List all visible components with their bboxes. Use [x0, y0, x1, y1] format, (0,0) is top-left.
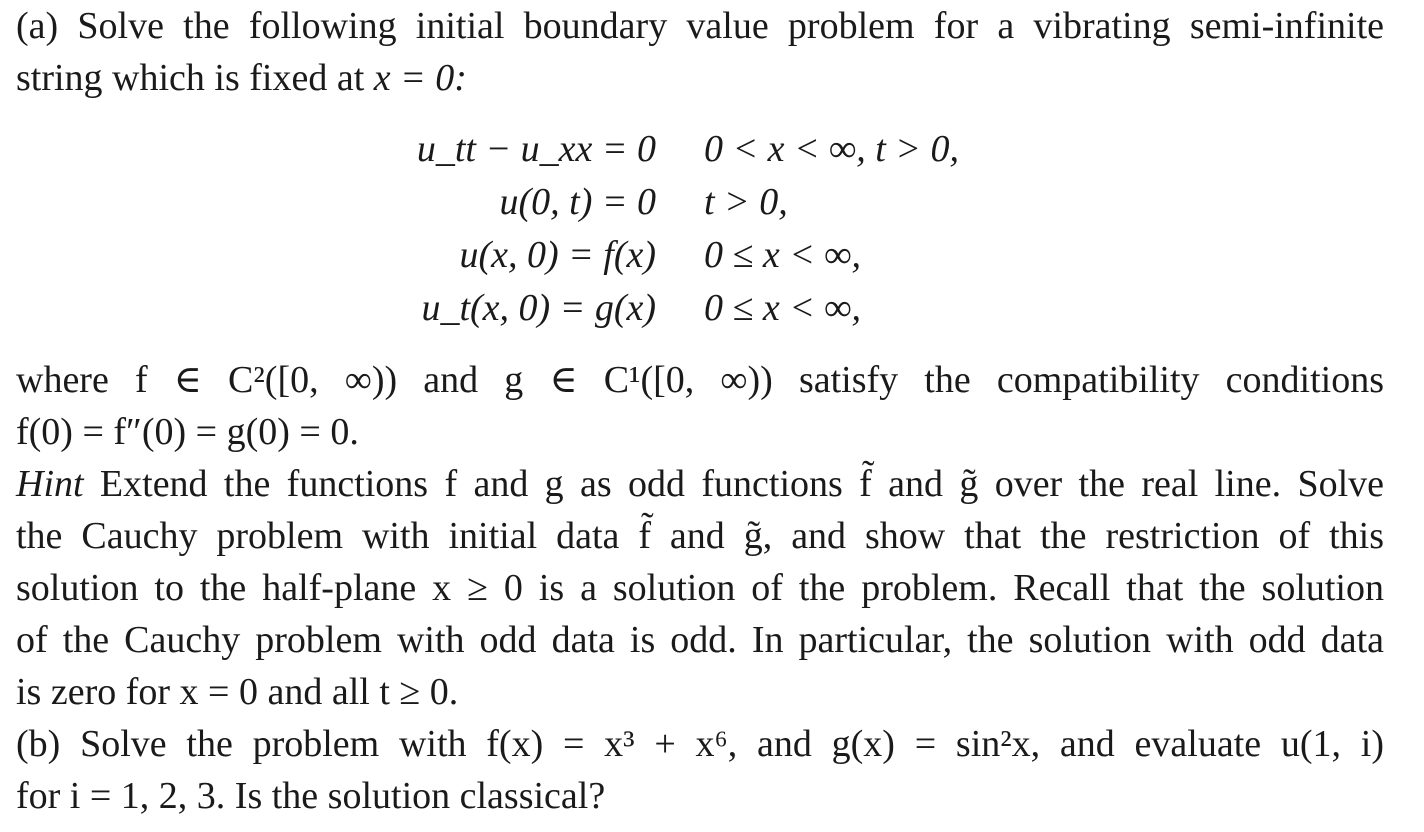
- conditions-line-1: where f ∈ C²([0, ∞)) and g ∈ C¹([0, ∞)) satisfy the compatibility conditions: [16, 359, 1384, 401]
- part-a-line-1: (a) Solve the following initial boundary value problem for a vibrating semi-infinite: [16, 5, 1384, 47]
- equation-3-rhs: 0 ≤ x < ∞,: [704, 234, 861, 276]
- equation-3-lhs: u(x, 0) = f(x): [459, 234, 656, 276]
- hint-line-3: solution to the half-plane x ≥ 0 is a solution of the problem. Recall that the solution: [16, 567, 1384, 609]
- equation-4-rhs: 0 ≤ x < ∞,: [704, 287, 861, 329]
- hint-line-1: [16, 458, 1384, 510]
- equation-4-lhs: u_t(x, 0) = g(x): [421, 287, 656, 329]
- part-a-line-2-math: x = 0:: [373, 57, 467, 99]
- equation-1-rhs: 0 < x < ∞, t > 0,: [704, 128, 959, 170]
- part-a-line-2: [16, 52, 467, 104]
- part-a-line-2-text: string which is fixed at: [16, 57, 365, 99]
- hint-line-1-text: Extend the functions f and g as odd functions f̃ and g̃ over the real line. Solve: [99, 463, 1385, 505]
- part-b-line-2: for i = 1, 2, 3. Is the solution classical?: [16, 775, 606, 817]
- part-b-line-1: (b) Solve the problem with f(x) = x³ + x⁶, and g(x) = sin²x, and evaluate u(1, i): [16, 723, 1384, 765]
- hint-line-5: is zero for x = 0 and all t ≥ 0.: [16, 671, 459, 713]
- equation-2-rhs: t > 0,: [704, 181, 788, 223]
- hint-line-2: the Cauchy problem with initial data f̃ and g̃, and show that the restriction of this: [16, 515, 1384, 557]
- conditions-line-2: f(0) = f″(0) = g(0) = 0.: [16, 411, 359, 453]
- hint-line-4: of the Cauchy problem with odd data is odd. In particular, the solution with odd data: [16, 619, 1384, 661]
- equation-1-lhs: u_tt − u_xx = 0: [416, 128, 656, 170]
- equation-2-lhs: u(0, t) = 0: [499, 181, 656, 223]
- hint-label: Hint: [16, 463, 84, 505]
